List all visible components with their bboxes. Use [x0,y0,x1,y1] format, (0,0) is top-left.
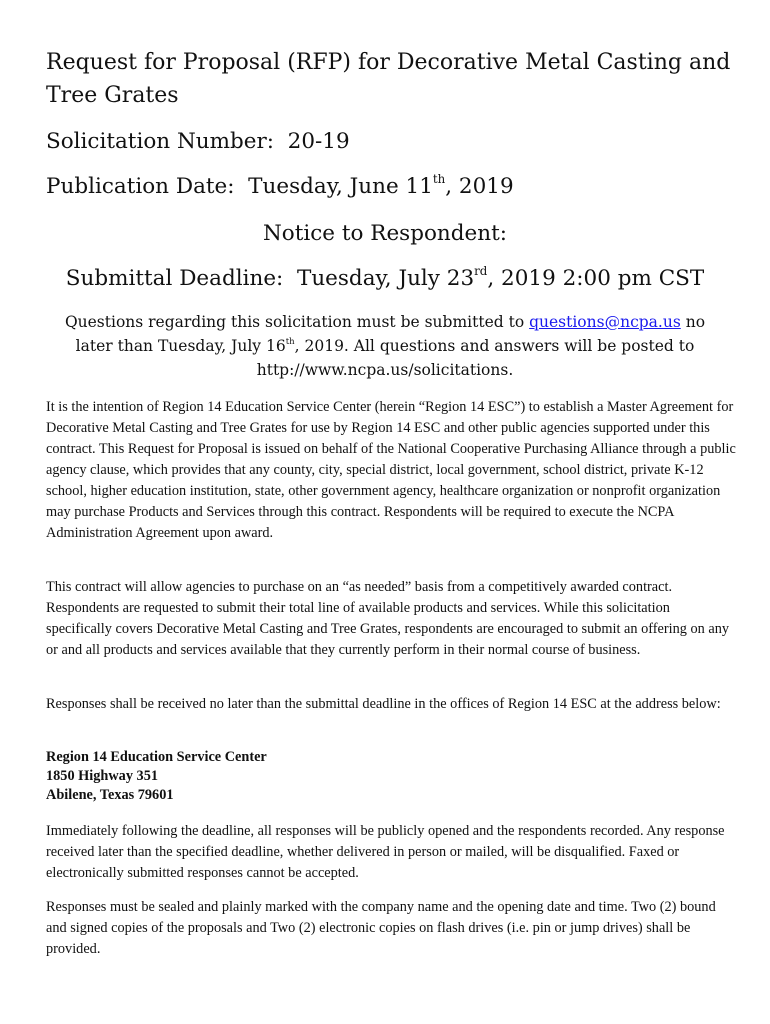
questions-date-ordinal: th [285,336,295,347]
address-line-1: Region 14 Education Service Center [46,749,267,765]
submittal-deadline-label: Submittal Deadline: [65,266,284,291]
address-line-2: 1850 Highway 351 [46,768,159,784]
solicitation-number-line [46,127,350,157]
deadline-rules-paragraph: Immediately following the deadline, all responses will be publicly opened and the respondents recorded. Any response received later than the specified deadline, whether delivered in person or mailed, will be disqualified. Faxed or electronically submitted responses cannot be accepted. [46,823,725,881]
questions-text-mid: no later than Tuesday, July 16 [75,313,706,355]
solicitation-number-value: 20-19 [287,129,350,154]
questions-text-after: , 2019. All questions and answers will be posted to http://www.ncpa.us/solicitations. [256,337,695,379]
mailing-address [46,748,446,805]
publication-date-ordinal: th [432,171,446,186]
document-title: Request for Proposal (RFP) for Decorative Metal Casting and Tree Grates [46,50,731,108]
publication-date-label: Publication Date: [46,174,235,199]
submittal-deadline-line [0,264,770,294]
notice-heading: Notice to Respondent: [262,221,507,246]
questions-notice [50,310,720,382]
responses-location-paragraph: Responses shall be received no later than the submittal deadline in the offices of Region 14 ESC at the address below: [46,696,721,712]
address-line-3: Abilene, Texas 79601 [46,787,174,803]
submittal-deadline-prefix: Tuesday, July 23 [296,266,475,291]
publication-date-line [46,172,514,202]
publication-date-suffix: , 2019 [445,174,514,199]
contract-scope-paragraph: This contract will allow agencies to purchase on an “as needed” basis from a competitively awarded contract. Respondents are requested to submit their total line of available products and services. While this solicitation specifically covers Decorative Metal Casting and Tree Grates, respondents are encouraged to submit an offering on any or and all products and services available that they currently perform in their normal course of business. [46,579,729,658]
publication-date-prefix: Tuesday, June 11 [248,174,433,199]
intention-paragraph: It is the intention of Region 14 Education Service Center (herein “Region 14 ESC”) to establish a Master Agreement for Decorative Metal Casting and Tree Grates for use by Region 14 ESC and other public agencies supported under this contract. This Request for Proposal is issued on behalf of the National Cooperative Purchasing Alliance through a public agency clause, which provides that any county, city, special district, local government, school district, private K-12 school, higher education institution, state, other government agency, healthcare organization or nonprofit organization may purchase Products and Services through this contract. Respondents will be required to execute the NCPA Administration Agreement upon award. [46,399,736,541]
solicitation-number-label: Solicitation Number: [46,129,274,154]
questions-email-link[interactable]: questions@ncpa.us [529,313,681,331]
questions-text-before: Questions regarding this solicitation must be submitted to [64,313,525,331]
submittal-deadline-ordinal: rd [474,263,488,278]
submittal-deadline-suffix: , 2019 2:00 pm CST [487,266,705,291]
sealing-instructions-paragraph: Responses must be sealed and plainly marked with the company name and the opening date and time. Two (2) bound and signed copies of the proposals and Two (2) electronic copies on flash drives (i.e. pin or jump drives) shall be provided. [46,899,716,957]
